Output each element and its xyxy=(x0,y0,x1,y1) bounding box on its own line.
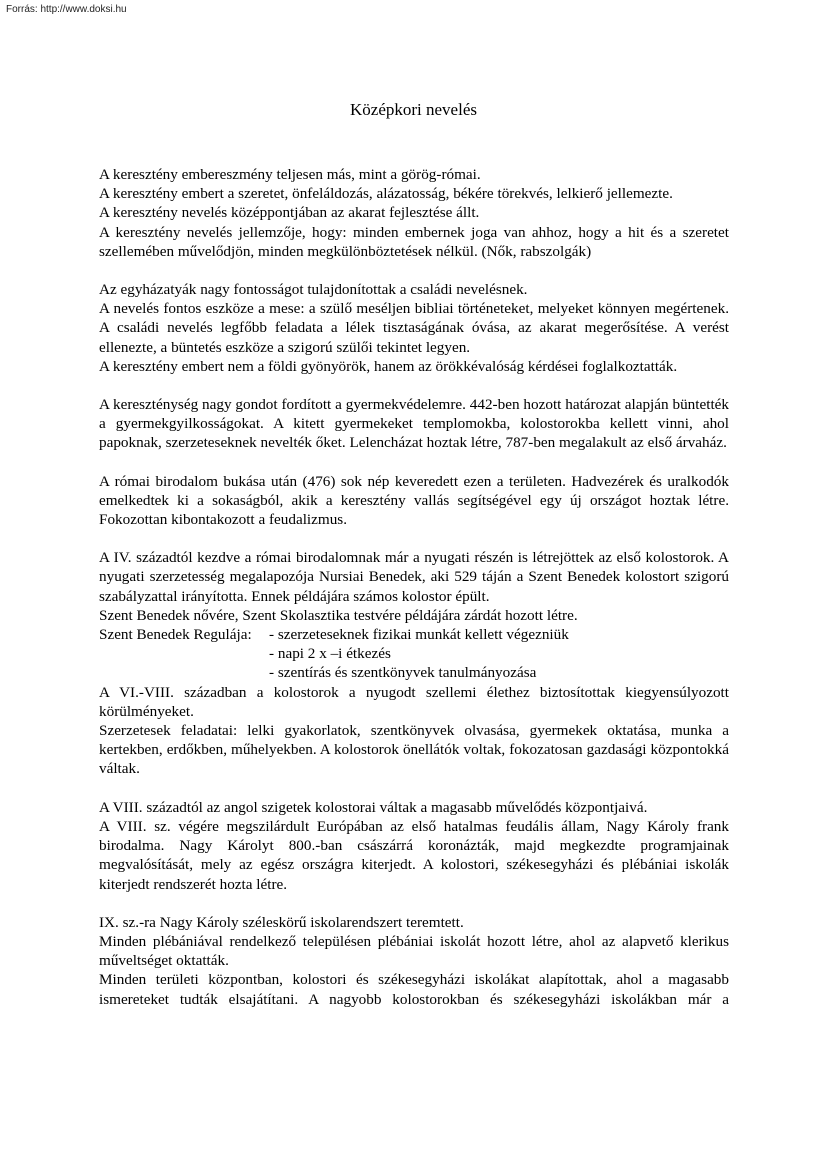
document-body xyxy=(99,165,729,1009)
spacer xyxy=(99,779,729,798)
spacer xyxy=(99,894,729,913)
paragraph: A IV. századtól kezdve a római birodalomnak már a nyugati részén is létrejöttek az első kolostorok. A nyugati szerzetesség megalapozója Nursiai Benedek, aki 529 táján a Szent Benedek kolostort szigorú szabályzattal irányította. Ennek példájára számos kolostor épült. xyxy=(99,549,729,605)
spacer xyxy=(99,376,729,395)
rule-item: - napi 2 x –i étkezés xyxy=(269,645,391,663)
paragraph: A keresztény nevelés középpontjában az akarat fejlesztése állt. xyxy=(99,204,480,222)
rule-list xyxy=(99,663,729,682)
rule-label: Szent Benedek Regulája: xyxy=(99,626,252,644)
paragraph: A VIII. sz. végére megszilárdult Európában az első hatalmas feudális állam, Nagy Károly frank birodalma. Nagy Károlyt 800.-ban császárrá koronázták, majd megkezdte programjainak megvalósítását, mely az egész országra kiterjedt. A kolostori, székesegyházi és plébániai iskolák kiterjedt rendszerét hozta létre. xyxy=(99,817,729,893)
paragraph: A keresztény embert a szeretet, önfeláldozás, alázatosság, békére törekvés, lelkierő jellemezte. xyxy=(99,185,673,203)
paragraph: A keresztény embert nem a földi gyönyörök, hanem az örökkévalóság kérdései foglalkoztatták. xyxy=(99,357,678,375)
paragraph: A római birodalom bukása után (476) sok nép keveredett ezen a területen. Hadvezérek és uralkodók emelkedtek ki a sokaságból, akik a keresztény vallás segítségével egy új országot hoztak létre. Fokozottan kibontakozott a feudalizmus. xyxy=(99,472,729,529)
paragraph: Minden területi központban, kolostori és székesegyházi iskolákat alapítottak, ahol a magasabb ismereteket tudták elsajátítani. A nagyobb kolostorokban és székesegyházi iskolákban már a xyxy=(99,971,729,1008)
paragraph: IX. sz.-ra Nagy Károly széleskörű iskolarendszert teremtett. xyxy=(99,913,464,931)
rule-item: - szentírás és szentkönyvek tanulmányozása xyxy=(269,664,537,682)
paragraph: A VIII. századtól az angol szigetek kolostorai váltak a magasabb művelődés központjaivá. xyxy=(99,798,648,816)
rule-list xyxy=(99,644,729,663)
paragraph: A VI.-VIII. században a kolostorok a nyugodt szellemi élethez biztosítottak kiegyensúlyozott körülményeket. xyxy=(99,683,729,720)
spacer xyxy=(99,261,729,280)
paragraph: A keresztény nevelés jellemzője, hogy: minden embernek joga van ahhoz, hogy a hit és a szeretet szellemében művelődjön, minden megkülönböztetések nélkül. (Nők, rabszolgák) xyxy=(99,223,729,260)
paragraph: Szent Benedek nővére, Szent Skolasztika testvére példájára zárdát hozott létre. xyxy=(99,606,578,624)
paragraph: A kereszténység nagy gondot fordított a gyermekvédelemre. 442-ben hozott határozat alapján büntették a gyermekgyilkosságokat. A kitett gyermekeket templomokba, kolostorokba kellett vinni, ahol papoknak, szerzeteseknek nevelték őket. Lelencházat hoztak létre, 787-ben megalakult az első árvaház. xyxy=(99,396,729,452)
paragraph: A nevelés fontos eszköze a mese: a szülő meséljen bibliai történeteket, melyeket könnyen megértenek. A családi nevelés legfőbb feladata a lélek tisztaságának óvása, az akarat megerősítése. A verést ellenezte, a büntetés eszköze a szigorú szülői tekintet legyen. xyxy=(99,300,729,356)
spacer xyxy=(99,453,729,472)
page-title: Középkori nevelés xyxy=(350,100,477,119)
paragraph: Minden plébániával rendelkező településen plébániai iskolát hozott létre, ahol az alapvető klerikus műveltséget oktatták. xyxy=(99,932,729,970)
rule-label-spacer xyxy=(99,663,269,682)
rule-label-spacer xyxy=(99,644,269,663)
rule-list xyxy=(99,625,729,644)
paragraph: Az egyházatyák nagy fontosságot tulajdonítottak a családi nevelésnek. xyxy=(99,281,528,299)
source-note: Forrás: http://www.doksi.hu xyxy=(6,4,127,15)
rule-item: - szerzeteseknek fizikai munkát kellett végezniük xyxy=(269,626,569,644)
paragraph: A keresztény embereszmény teljesen más, mint a görög-római. xyxy=(99,166,481,183)
spacer xyxy=(99,529,729,548)
paragraph: Szerzetesek feladatai: lelki gyakorlatok, szentkönyvek olvasása, gyermekek oktatása, munka a kertekben, erdőkben, műhelyekben. A kolostorok önellátók voltak, fokozatosan gazdasági központokká váltak. xyxy=(99,722,729,778)
